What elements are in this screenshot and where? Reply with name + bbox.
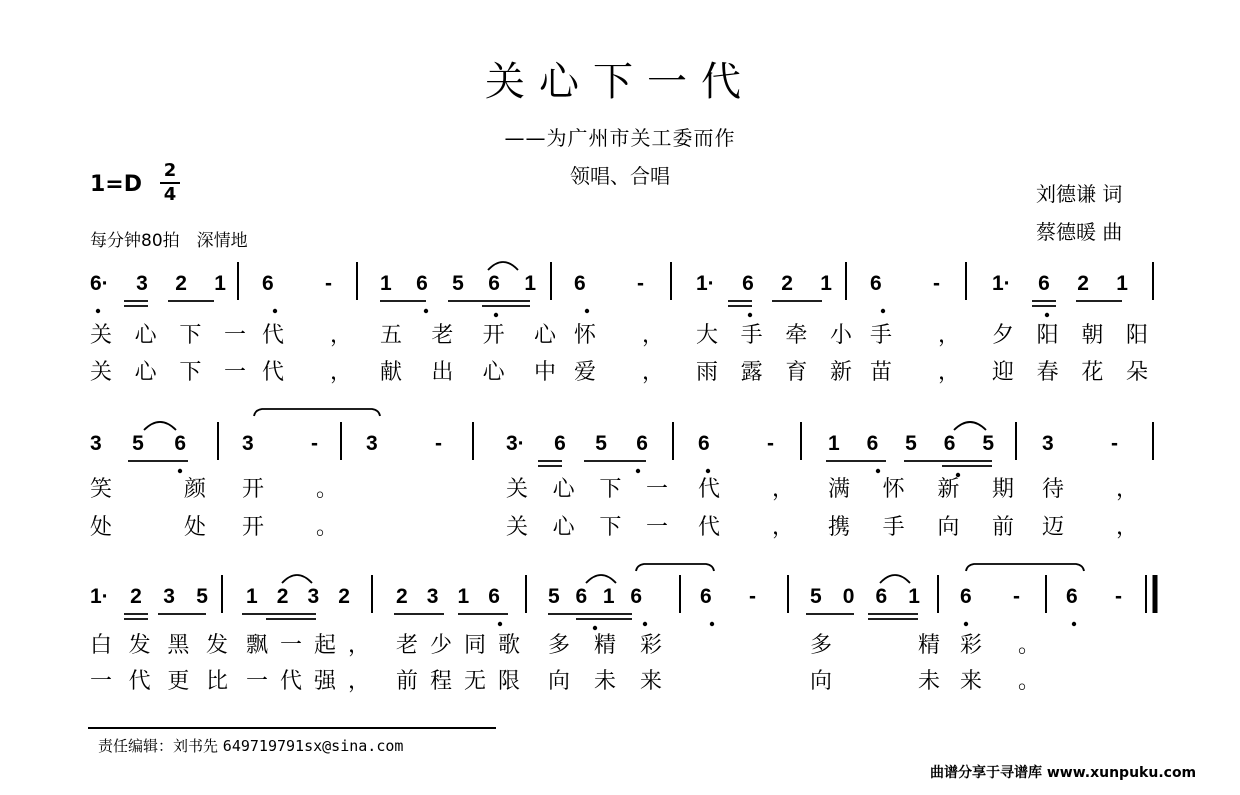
lyric-char: 新 bbox=[937, 477, 960, 502]
note: - bbox=[435, 432, 442, 455]
lyric-char: 迎 bbox=[992, 360, 1015, 385]
lyric-char: 多 bbox=[548, 633, 571, 658]
lyric-char: ， bbox=[937, 360, 960, 385]
lyric-char: 新 bbox=[829, 360, 852, 385]
lyric-char: 献 bbox=[380, 360, 403, 385]
lyric-char: 一 bbox=[645, 477, 668, 502]
lyric-char: 下 bbox=[599, 515, 622, 540]
lyric-char: 大 bbox=[696, 323, 719, 348]
note: 6 bbox=[554, 432, 566, 455]
note: 2 bbox=[130, 585, 142, 608]
note: 1· bbox=[696, 272, 715, 295]
lyric-char: 代 bbox=[698, 515, 721, 540]
lyric-char: 白 bbox=[90, 633, 113, 658]
lyric-char: 向 bbox=[937, 515, 960, 540]
note: 5 bbox=[810, 585, 822, 608]
lyric-char: 手 bbox=[870, 323, 893, 348]
lyric-char: 。 bbox=[315, 477, 338, 502]
lyric-char: 心 bbox=[482, 360, 505, 385]
lyric-char: 老 bbox=[396, 633, 419, 658]
time-signature-bottom: 4 bbox=[160, 182, 180, 206]
lyric-char: 少 bbox=[429, 633, 452, 658]
note: 6 bbox=[174, 432, 186, 455]
lyric-char: 发 bbox=[205, 633, 228, 658]
lyric-char: 下 bbox=[179, 360, 202, 385]
note: 2 bbox=[276, 585, 289, 608]
lyric-char: 满 bbox=[828, 477, 851, 502]
note: - bbox=[311, 432, 318, 455]
note: 2 bbox=[338, 585, 350, 608]
lyric-char: 关 bbox=[90, 360, 113, 385]
note: 1 bbox=[380, 272, 392, 295]
lyric-char: ， bbox=[937, 323, 960, 348]
note: 0 bbox=[842, 585, 855, 608]
lyric-char: 牵 bbox=[785, 323, 808, 348]
note: 1· bbox=[992, 272, 1011, 295]
editor-email: 649719791sx@sina.com bbox=[222, 737, 404, 755]
lyric-char: ， bbox=[771, 515, 794, 540]
lyric-char: ， bbox=[1115, 515, 1138, 540]
lyric-char: 向 bbox=[810, 669, 833, 694]
lyric-char: 五 bbox=[380, 323, 403, 348]
note: 5 bbox=[196, 585, 208, 608]
lyric-char: 向 bbox=[548, 669, 571, 694]
composer-credit: 蔡德暖 曲 bbox=[1036, 220, 1123, 244]
lyric-char: 飘 bbox=[246, 633, 269, 658]
lyric-char: 更 bbox=[167, 669, 190, 694]
lyric-char: 歌 bbox=[497, 633, 520, 658]
note: 3 bbox=[426, 585, 439, 608]
lyric-char: 老 bbox=[431, 323, 454, 348]
note: 3 bbox=[307, 585, 320, 608]
song-title: 关心下一代 bbox=[485, 59, 755, 105]
lyric-char: 处 bbox=[183, 515, 206, 540]
lyric-char: 爱 bbox=[574, 360, 597, 385]
note: 5 bbox=[132, 432, 144, 455]
note: 6 bbox=[574, 272, 586, 295]
note: - bbox=[1013, 585, 1020, 608]
note: - bbox=[749, 585, 756, 608]
note: 1 bbox=[246, 585, 258, 608]
note: 2 bbox=[1077, 272, 1089, 295]
lyric-char: 携 bbox=[828, 515, 851, 540]
lyric-char: 限 bbox=[497, 669, 520, 694]
lyric-char: 迈 bbox=[1042, 515, 1065, 540]
lyric-char: 精 bbox=[917, 633, 940, 658]
note: 6 bbox=[700, 585, 712, 608]
note: 3 bbox=[242, 432, 254, 455]
lyric-char: 黑 bbox=[167, 633, 190, 658]
lyricist-credit: 刘德谦 词 bbox=[1036, 182, 1123, 206]
lyric-char: 代 bbox=[279, 669, 302, 694]
lyric-char: 。 bbox=[1017, 633, 1040, 658]
lyric-char: 发 bbox=[128, 633, 151, 658]
note: 6· bbox=[90, 272, 109, 295]
note: 6 bbox=[488, 585, 500, 608]
lyric-char: 一 bbox=[90, 669, 113, 694]
note: 6 bbox=[943, 432, 956, 455]
note: - bbox=[325, 272, 332, 295]
note: 6 bbox=[742, 272, 754, 295]
lyric-char: 代 bbox=[262, 323, 285, 348]
lyric-char: 心 bbox=[533, 323, 556, 348]
lyric-char: 处 bbox=[90, 515, 113, 540]
site-credit: 曲谱分享于寻谱库 www.xunpuku.com bbox=[930, 765, 1197, 781]
lyric-char: 多 bbox=[810, 633, 833, 658]
note: 3 bbox=[366, 432, 378, 455]
lyric-char: 起 bbox=[313, 633, 336, 658]
lyric-char: 关 bbox=[90, 323, 113, 348]
lyric-char: 前 bbox=[991, 515, 1014, 540]
note: 1 bbox=[908, 585, 920, 608]
note: 5 bbox=[595, 432, 607, 455]
lyric-char: ， bbox=[329, 323, 352, 348]
lyric-char: 无 bbox=[463, 669, 486, 694]
note: 5 bbox=[905, 432, 917, 455]
note: - bbox=[1115, 585, 1122, 608]
lyric-char: ， bbox=[641, 360, 664, 385]
note: 6 bbox=[866, 432, 879, 455]
lyric-char: 阳 bbox=[1036, 323, 1059, 348]
lyric-char: 小 bbox=[829, 323, 852, 348]
lyric-char: 同 bbox=[463, 633, 486, 658]
lyric-char: 露 bbox=[740, 360, 763, 385]
note: 3 bbox=[90, 432, 102, 455]
note: 3 bbox=[136, 272, 148, 295]
note: 1 bbox=[820, 272, 832, 295]
lyric-char: 彩 bbox=[960, 633, 983, 658]
note: 1 bbox=[457, 585, 470, 608]
tempo-marking: 每分钟80拍 深情地 bbox=[90, 231, 248, 251]
lyric-char: ， bbox=[329, 360, 352, 385]
note: 1· bbox=[90, 585, 109, 608]
note: 6 bbox=[960, 585, 972, 608]
lyric-char: 心 bbox=[552, 515, 575, 540]
lyric-char: 手 bbox=[740, 323, 763, 348]
lyric-char: 。 bbox=[1017, 669, 1040, 694]
lyric-char: ， bbox=[641, 323, 664, 348]
lyric-char: 朵 bbox=[1125, 360, 1148, 385]
note: - bbox=[933, 272, 940, 295]
note: 5 bbox=[982, 432, 994, 455]
lyric-char: 雨 bbox=[696, 360, 719, 385]
editor-label: 责任编辑：刘书先 bbox=[98, 737, 219, 755]
lyric-char: 开 bbox=[482, 323, 505, 348]
note: 6 bbox=[416, 272, 428, 295]
lyric-char: 强 bbox=[313, 669, 336, 694]
note: 1 bbox=[1116, 272, 1128, 295]
time-signature-top: 2 bbox=[163, 160, 177, 181]
lyric-char: 程 bbox=[429, 669, 452, 694]
note: 6 bbox=[575, 585, 588, 608]
note: 6 bbox=[630, 585, 642, 608]
lyric-char: 关 bbox=[506, 515, 529, 540]
note: 1 bbox=[524, 272, 536, 295]
lyric-char: 代 bbox=[128, 669, 151, 694]
lyric-char: 未 bbox=[593, 669, 616, 694]
lyric-char: 一 bbox=[246, 669, 269, 694]
note: - bbox=[1111, 432, 1118, 455]
note: - bbox=[767, 432, 774, 455]
editor-credit bbox=[98, 735, 403, 756]
note: 6 bbox=[875, 585, 888, 608]
lyric-char: 关 bbox=[506, 477, 529, 502]
lyric-char: 一 bbox=[223, 360, 246, 385]
lyric-char: 颜 bbox=[183, 477, 206, 502]
lyric-char: 育 bbox=[785, 360, 808, 385]
lyric-char: ， bbox=[347, 633, 370, 658]
lyric-char: 苗 bbox=[870, 360, 893, 385]
note: 6 bbox=[1038, 272, 1050, 295]
note: 2 bbox=[175, 272, 187, 295]
lyric-char: 春 bbox=[1036, 360, 1059, 385]
note: 1 bbox=[214, 272, 226, 295]
lyric-char: 下 bbox=[179, 323, 202, 348]
voicing: 领唱、合唱 bbox=[570, 164, 670, 188]
lyric-char: 笑 bbox=[90, 477, 113, 502]
lyric-char: 怀 bbox=[882, 477, 905, 502]
footer-rule bbox=[88, 727, 496, 729]
note: 6 bbox=[636, 432, 648, 455]
lyric-char: 心 bbox=[134, 323, 157, 348]
lyric-char: 待 bbox=[1042, 477, 1065, 502]
lyric-char: 来 bbox=[639, 669, 662, 694]
note: 2 bbox=[396, 585, 408, 608]
song-subtitle: ——为广州市关工委而作 bbox=[504, 126, 736, 150]
note: 5 bbox=[452, 272, 464, 295]
lyric-char: 心 bbox=[134, 360, 157, 385]
lyric-char: 彩 bbox=[639, 633, 662, 658]
lyric-char: 代 bbox=[698, 477, 721, 502]
note: 5 bbox=[548, 585, 560, 608]
lyric-char: 精 bbox=[593, 633, 616, 658]
note: 6 bbox=[262, 272, 274, 295]
lyric-char: 比 bbox=[205, 669, 228, 694]
note: 6 bbox=[488, 272, 500, 295]
note: 1 bbox=[828, 432, 840, 455]
lyric-char: 一 bbox=[279, 633, 302, 658]
note: 1 bbox=[602, 585, 615, 608]
note: 6 bbox=[870, 272, 882, 295]
note: 6 bbox=[698, 432, 710, 455]
lyric-char: 代 bbox=[262, 360, 285, 385]
lyric-char: 前 bbox=[396, 669, 419, 694]
lyric-char: 开 bbox=[242, 515, 265, 540]
note: 6 bbox=[1066, 585, 1078, 608]
lyric-char: 出 bbox=[431, 360, 454, 385]
lyric-char: ， bbox=[771, 477, 794, 502]
lyric-char: ， bbox=[347, 669, 370, 694]
lyric-char: 一 bbox=[223, 323, 246, 348]
note: 2 bbox=[781, 272, 793, 295]
lyric-char: 期 bbox=[991, 477, 1014, 502]
lyric-char: 中 bbox=[533, 360, 556, 385]
note: 3· bbox=[506, 432, 525, 455]
lyric-char: 心 bbox=[552, 477, 575, 502]
key-signature: 1=D bbox=[90, 172, 143, 197]
note: 3 bbox=[163, 585, 175, 608]
note: 3 bbox=[1042, 432, 1054, 455]
lyric-char: 花 bbox=[1081, 360, 1104, 385]
lyric-char: ， bbox=[1115, 477, 1138, 502]
lyric-char: 。 bbox=[315, 515, 338, 540]
lyric-char: 怀 bbox=[574, 323, 597, 348]
lyric-char: 来 bbox=[960, 669, 983, 694]
lyric-char: 朝 bbox=[1081, 323, 1104, 348]
lyric-char: 手 bbox=[882, 515, 905, 540]
lyric-char: 开 bbox=[242, 477, 265, 502]
lyric-char: 阳 bbox=[1125, 323, 1148, 348]
note: - bbox=[637, 272, 644, 295]
lyric-char: 一 bbox=[645, 515, 668, 540]
lyric-char: 夕 bbox=[992, 323, 1015, 348]
lyric-char: 未 bbox=[917, 669, 940, 694]
lyric-char: 下 bbox=[599, 477, 622, 502]
